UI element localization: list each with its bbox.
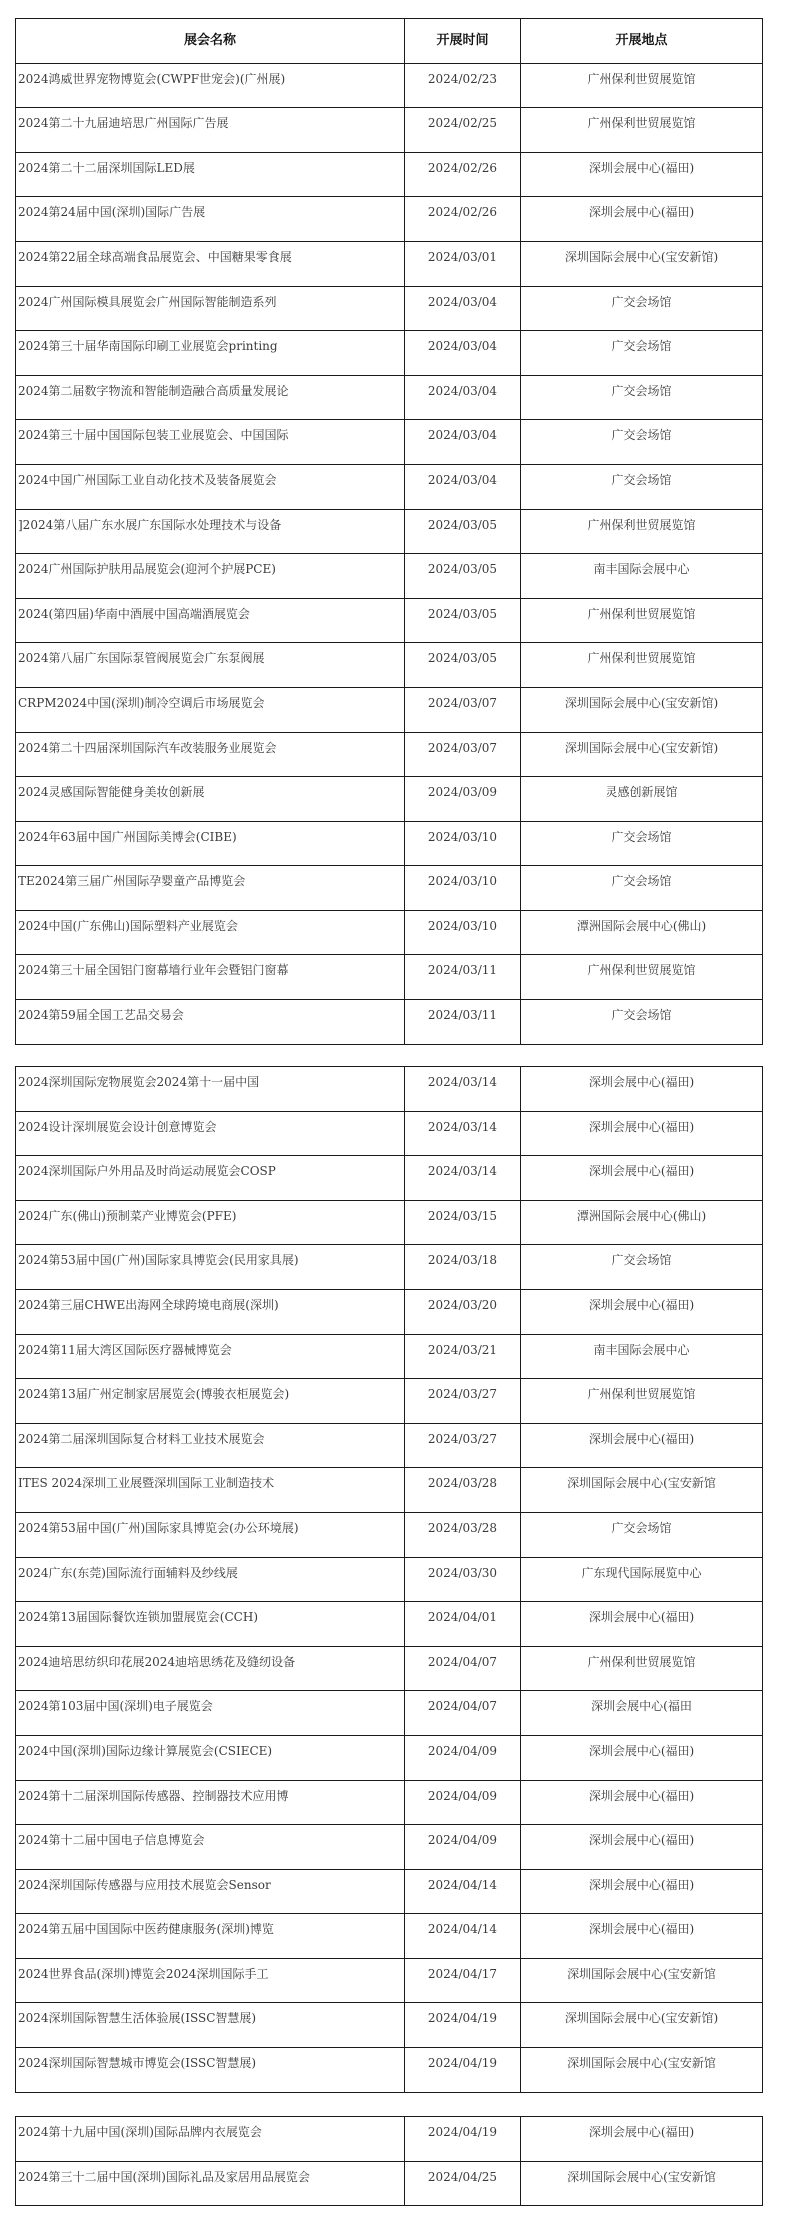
table-row (16, 554, 763, 599)
table-row (16, 286, 763, 331)
start-date-cell: 2024/04/09 (405, 1825, 521, 1870)
table-row (16, 509, 763, 554)
venue-cell: 深圳国际会展中心(宝安新馆) (521, 2003, 763, 2048)
table-row (16, 1379, 763, 1424)
venue-cell: 深圳国际会展中心(宝安新馆 (521, 2048, 763, 2093)
start-date-cell: 2024/03/05 (405, 509, 521, 554)
start-date-cell: 2024/02/25 (405, 108, 521, 153)
start-date-cell: 2024/03/01 (405, 241, 521, 286)
table-row (16, 1691, 763, 1736)
venue-cell: 广交会场馆 (521, 331, 763, 376)
venue-cell: 深圳会展中心(福田) (521, 1602, 763, 1647)
venue-cell: 广交会场馆 (521, 866, 763, 911)
venue-cell: 深圳会展中心(福田) (521, 2117, 763, 2162)
exhibition-name-cell: 2024深圳国际户外用品及时尚运动展览会COSP (16, 1156, 405, 1201)
table-row (16, 1423, 763, 1468)
exhibition-name-cell: 2024中国(广东佛山)国际塑料产业展览会 (16, 910, 405, 955)
exhibition-name-cell: 2024第13届国际餐饮连锁加盟展览会(CCH) (16, 1602, 405, 1647)
venue-cell: 深圳会展中心(福田) (521, 1825, 763, 1870)
start-date-cell: 2024/03/14 (405, 1111, 521, 1156)
venue-cell: 潭洲国际会展中心(佛山) (521, 910, 763, 955)
table-row (16, 1111, 763, 1156)
header-venue: 开展地点 (521, 19, 763, 64)
exhibition-name-cell: TE2024第三届广州国际孕婴童产品博览会 (16, 866, 405, 911)
exhibition-name-cell: 2024深圳国际智慧城市博览会(ISSC智慧展) (16, 2048, 405, 2093)
start-date-cell: 2024/04/19 (405, 2048, 521, 2093)
header-start-date: 开展时间 (405, 19, 521, 64)
exhibition-name-cell: 2024深圳国际传感器与应用技术展览会Sensor (16, 1869, 405, 1914)
venue-cell: 潭洲国际会展中心(佛山) (521, 1200, 763, 1245)
start-date-cell: 2024/03/28 (405, 1512, 521, 1557)
table-row (16, 2048, 763, 2093)
venue-cell: 深圳会展中心(福田) (521, 1780, 763, 1825)
table-row (16, 464, 763, 509)
start-date-cell: 2024/04/14 (405, 1869, 521, 1914)
start-date-cell: 2024/03/04 (405, 464, 521, 509)
exhibition-name-cell: 2024广东(佛山)预制菜产业博览会(PFE) (16, 1200, 405, 1245)
exhibition-name-cell: 2024第二届深圳国际复合材料工业技术展览会 (16, 1423, 405, 1468)
table-row (16, 732, 763, 777)
table-row (16, 643, 763, 688)
venue-cell: 广交会场馆 (521, 821, 763, 866)
venue-cell: 深圳国际会展中心(宝安新馆 (521, 1958, 763, 2003)
venue-cell: 深圳会展中心(福田) (521, 1869, 763, 1914)
venue-cell: 广州保利世贸展览馆 (521, 643, 763, 688)
exhibition-name-cell: 2024第十九届中国(深圳)国际品牌内衣展览会 (16, 2117, 405, 2162)
exhibition-table-1 (15, 18, 763, 1045)
exhibition-name-cell: 2024第103届中国(深圳)电子展览会 (16, 1691, 405, 1736)
start-date-cell: 2024/03/10 (405, 821, 521, 866)
table-row (16, 152, 763, 197)
start-date-cell: 2024/03/04 (405, 420, 521, 465)
exhibition-name-cell: 2024深圳国际智慧生活体验展(ISSC智慧展) (16, 2003, 405, 2048)
table-row (16, 1468, 763, 1513)
start-date-cell: 2024/03/30 (405, 1557, 521, 1602)
venue-cell: 广州保利世贸展览馆 (521, 63, 763, 108)
venue-cell: 广交会场馆 (521, 375, 763, 420)
exhibition-name-cell: ]2024第八届广东水展广东国际水处理技术与设备 (16, 509, 405, 554)
exhibition-name-cell: 2024第22届全球高端食品展览会、中国糖果零食展 (16, 241, 405, 286)
start-date-cell: 2024/03/05 (405, 598, 521, 643)
start-date-cell: 2024/03/14 (405, 1067, 521, 1112)
table-body (16, 63, 763, 1044)
header-exhibition-name: 展会名称 (16, 19, 405, 64)
start-date-cell: 2024/03/11 (405, 1000, 521, 1045)
exhibition-name-cell: 2024第三届CHWE出海网全球跨境电商展(深圳) (16, 1289, 405, 1334)
start-date-cell: 2024/03/18 (405, 1245, 521, 1290)
exhibition-name-cell: 2024第十二届深圳国际传感器、控制器技术应用博 (16, 1780, 405, 1825)
table-row (16, 1958, 763, 2003)
exhibition-name-cell: 2024灵感国际智能健身美妆创新展 (16, 777, 405, 822)
table-row (16, 420, 763, 465)
table-row (16, 1512, 763, 1557)
start-date-cell: 2024/04/01 (405, 1602, 521, 1647)
venue-cell: 深圳会展中心(福田) (521, 1111, 763, 1156)
venue-cell: 广交会场馆 (521, 1000, 763, 1045)
exhibition-name-cell: 2024第二十四届深圳国际汽车改装服务业展览会 (16, 732, 405, 777)
table-header-row (16, 19, 763, 64)
start-date-cell: 2024/04/07 (405, 1646, 521, 1691)
exhibition-table-2 (15, 1066, 763, 2093)
exhibition-name-cell: CRPM2024中国(深圳)制冷空调后市场展览会 (16, 687, 405, 732)
start-date-cell: 2024/04/07 (405, 1691, 521, 1736)
exhibition-name-cell: 2024第三十届全国铝门窗幕墙行业年会暨铝门窗幕 (16, 955, 405, 1000)
exhibition-name-cell: 2024第二十二届深圳国际LED展 (16, 152, 405, 197)
start-date-cell: 2024/03/11 (405, 955, 521, 1000)
start-date-cell: 2024/03/27 (405, 1423, 521, 1468)
start-date-cell: 2024/03/04 (405, 286, 521, 331)
table-row (16, 1000, 763, 1045)
exhibition-name-cell: 2024第五届中国国际中医药健康服务(深圳)博览 (16, 1914, 405, 1959)
start-date-cell: 2024/03/07 (405, 732, 521, 777)
start-date-cell: 2024/03/10 (405, 866, 521, 911)
table-row (16, 2117, 763, 2162)
venue-cell: 深圳会展中心(福田) (521, 1735, 763, 1780)
table-row (16, 1200, 763, 1245)
start-date-cell: 2024/02/23 (405, 63, 521, 108)
venue-cell: 深圳国际会展中心(宝安新馆) (521, 732, 763, 777)
venue-cell: 深圳国际会展中心(宝安新馆 (521, 2161, 763, 2206)
exhibition-name-cell: 2024第二十九届迪培思广州国际广告展 (16, 108, 405, 153)
venue-cell: 深圳会展中心(福田) (521, 1914, 763, 1959)
table-body (16, 1067, 763, 2093)
start-date-cell: 2024/04/09 (405, 1735, 521, 1780)
exhibition-name-cell: 2024第13届广州定制家居展览会(博骏衣柜展览会) (16, 1379, 405, 1424)
venue-cell: 深圳国际会展中心(宝安新馆) (521, 687, 763, 732)
table-row (16, 1735, 763, 1780)
venue-cell: 广州保利世贸展览馆 (521, 509, 763, 554)
venue-cell: 灵感创新展馆 (521, 777, 763, 822)
start-date-cell: 2024/03/27 (405, 1379, 521, 1424)
start-date-cell: 2024/03/15 (405, 1200, 521, 1245)
table-row (16, 777, 763, 822)
start-date-cell: 2024/03/09 (405, 777, 521, 822)
table-row (16, 1602, 763, 1647)
table-row (16, 1245, 763, 1290)
exhibition-name-cell: 2024第八届广东国际泵管阀展览会广东泵阀展 (16, 643, 405, 688)
table-row (16, 910, 763, 955)
exhibition-name-cell: 2024第二届数字物流和智能制造融合高质量发展论 (16, 375, 405, 420)
start-date-cell: 2024/03/05 (405, 643, 521, 688)
exhibition-table-3 (15, 2116, 763, 2206)
table-row (16, 1334, 763, 1379)
table-row (16, 821, 763, 866)
start-date-cell: 2024/03/14 (405, 1156, 521, 1201)
table-row (16, 1914, 763, 1959)
exhibition-name-cell: 2024迪培思纺织印花展2024迪培思绣花及缝纫设备 (16, 1646, 405, 1691)
venue-cell: 南丰国际会展中心 (521, 554, 763, 599)
exhibition-name-cell: 2024第11届大湾区国际医疗器械博览会 (16, 1334, 405, 1379)
venue-cell: 深圳国际会展中心(宝安新馆) (521, 241, 763, 286)
table-row (16, 1156, 763, 1201)
table-row (16, 2003, 763, 2048)
venue-cell: 广交会场馆 (521, 420, 763, 465)
start-date-cell: 2024/04/19 (405, 2003, 521, 2048)
start-date-cell: 2024/04/19 (405, 2117, 521, 2162)
exhibition-name-cell: 2024广东(东莞)国际流行面辅料及纱线展 (16, 1557, 405, 1602)
venue-cell: 广交会场馆 (521, 286, 763, 331)
venue-cell: 深圳会展中心(福田) (521, 1067, 763, 1112)
table-row (16, 1869, 763, 1914)
start-date-cell: 2024/03/20 (405, 1289, 521, 1334)
venue-cell: 深圳国际会展中心(宝安新馆 (521, 1468, 763, 1513)
exhibition-name-cell: 2024广州国际护肤用品展览会(迎河个护展PCE) (16, 554, 405, 599)
table-row (16, 108, 763, 153)
table-row (16, 2161, 763, 2206)
start-date-cell: 2024/03/28 (405, 1468, 521, 1513)
start-date-cell: 2024/03/04 (405, 331, 521, 376)
venue-cell: 广交会场馆 (521, 464, 763, 509)
table-row (16, 241, 763, 286)
exhibition-name-cell: 2024第24届中国(深圳)国际广告展 (16, 197, 405, 242)
table-row (16, 1646, 763, 1691)
exhibition-name-cell: 2024第三十届华南国际印刷工业展览会printing (16, 331, 405, 376)
venue-cell: 广州保利世贸展览馆 (521, 108, 763, 153)
exhibition-name-cell: 2024第59届全国工艺品交易会 (16, 1000, 405, 1045)
table-row (16, 687, 763, 732)
exhibition-name-cell: 2024第53届中国(广州)国际家具博览会(办公环境展) (16, 1512, 405, 1557)
venue-cell: 深圳会展中心(福田) (521, 1156, 763, 1201)
venue-cell: 广州保利世贸展览馆 (521, 1379, 763, 1424)
venue-cell: 深圳会展中心(福田 (521, 1691, 763, 1736)
table-row (16, 197, 763, 242)
venue-cell: 广交会场馆 (521, 1245, 763, 1290)
venue-cell: 南丰国际会展中心 (521, 1334, 763, 1379)
table-row (16, 1825, 763, 1870)
start-date-cell: 2024/04/17 (405, 1958, 521, 2003)
table-row (16, 955, 763, 1000)
start-date-cell: 2024/03/05 (405, 554, 521, 599)
table-row (16, 1067, 763, 1112)
start-date-cell: 2024/04/25 (405, 2161, 521, 2206)
start-date-cell: 2024/04/09 (405, 1780, 521, 1825)
exhibition-name-cell: 2024年63届中国广州国际美博会(CIBE) (16, 821, 405, 866)
venue-cell: 广东现代国际展览中心 (521, 1557, 763, 1602)
venue-cell: 深圳会展中心(福田) (521, 152, 763, 197)
table-row (16, 375, 763, 420)
start-date-cell: 2024/02/26 (405, 197, 521, 242)
table-row (16, 1557, 763, 1602)
venue-cell: 深圳会展中心(福田) (521, 197, 763, 242)
exhibition-name-cell: 2024鸿威世界宠物博览会(CWPF世宠会)(广州展) (16, 63, 405, 108)
start-date-cell: 2024/03/10 (405, 910, 521, 955)
exhibition-name-cell: 2024(第四届)华南中酒展中国高端酒展览会 (16, 598, 405, 643)
exhibition-name-cell: 2024第三十二届中国(深圳)国际礼品及家居用品展览会 (16, 2161, 405, 2206)
start-date-cell: 2024/02/26 (405, 152, 521, 197)
start-date-cell: 2024/04/14 (405, 1914, 521, 1959)
venue-cell: 广交会场馆 (521, 1512, 763, 1557)
exhibition-name-cell: 2024中国(深圳)国际边缘计算展览会(CSIECE) (16, 1735, 405, 1780)
venue-cell: 广州保利世贸展览馆 (521, 598, 763, 643)
table-row (16, 63, 763, 108)
exhibition-name-cell: 2024第三十届中国国际包装工业展览会、中国国际 (16, 420, 405, 465)
venue-cell: 深圳会展中心(福田) (521, 1289, 763, 1334)
start-date-cell: 2024/03/07 (405, 687, 521, 732)
exhibition-name-cell: 2024第53届中国(广州)国际家具博览会(民用家具展) (16, 1245, 405, 1290)
venue-cell: 广州保利世贸展览馆 (521, 955, 763, 1000)
exhibition-name-cell: 2024世界食品(深圳)博览会2024深圳国际手工 (16, 1958, 405, 2003)
exhibition-name-cell: 2024广州国际模具展览会广州国际智能制造系列 (16, 286, 405, 331)
exhibition-name-cell: 2024设计深圳展览会设计创意博览会 (16, 1111, 405, 1156)
exhibition-name-cell: 2024第十二届中国电子信息博览会 (16, 1825, 405, 1870)
table-body (16, 2117, 763, 2206)
table-row (16, 331, 763, 376)
venue-cell: 深圳会展中心(福田) (521, 1423, 763, 1468)
exhibition-name-cell: 2024深圳国际宠物展览会2024第十一届中国 (16, 1067, 405, 1112)
venue-cell: 广州保利世贸展览馆 (521, 1646, 763, 1691)
start-date-cell: 2024/03/21 (405, 1334, 521, 1379)
start-date-cell: 2024/03/04 (405, 375, 521, 420)
exhibition-name-cell: 2024中国广州国际工业自动化技术及装备展览会 (16, 464, 405, 509)
exhibition-name-cell: ITES 2024深圳工业展暨深圳国际工业制造技术 (16, 1468, 405, 1513)
table-row (16, 1780, 763, 1825)
table-row (16, 598, 763, 643)
table-row (16, 1289, 763, 1334)
table-row (16, 866, 763, 911)
